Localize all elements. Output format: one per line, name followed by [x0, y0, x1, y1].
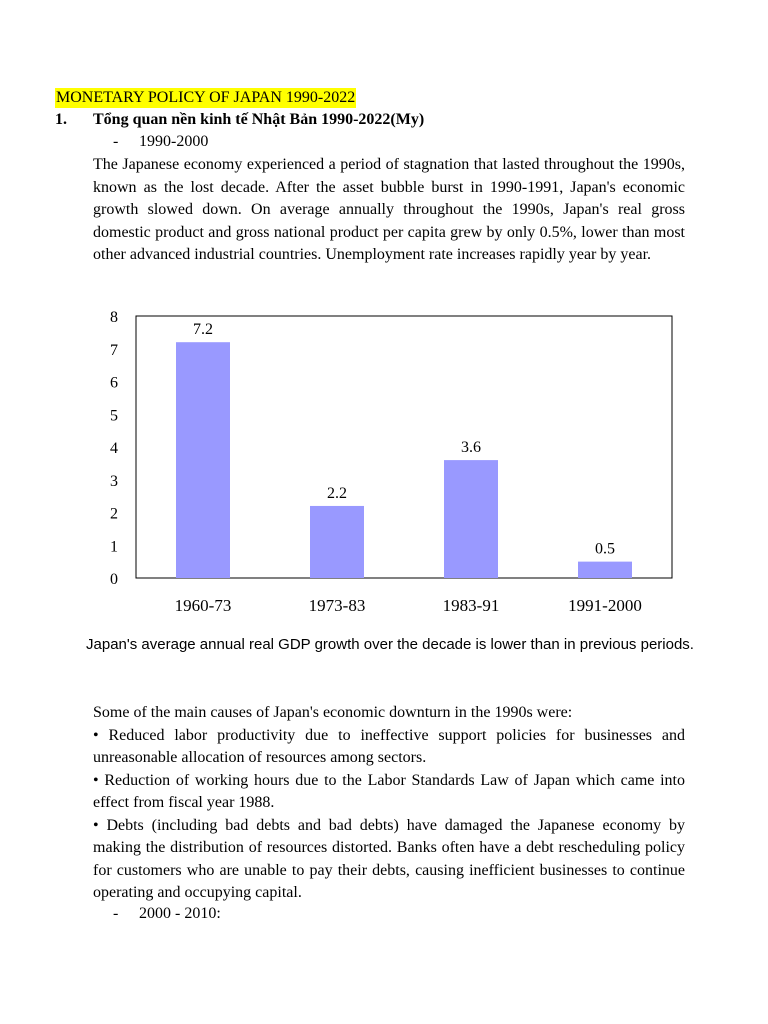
section-heading-text: Tổng quan nền kinh tế Nhật Bản 1990-2022(My) [93, 111, 425, 128]
cause-item: • Reduced labor productivity due to ineffective support policies for businesses and unreasonable allocation of resources among sectors. [93, 726, 685, 766]
data-label: 7.2 [193, 321, 213, 339]
x-tick-label: 1983-91 [442, 596, 500, 615]
y-tick-label: 6 [110, 374, 118, 392]
bar-1973-83 [310, 506, 364, 578]
y-tick-label: 3 [110, 472, 118, 490]
bar-1960-73 [176, 342, 230, 578]
causes-intro: Some of the main causes of Japan's economic downturn in the 1990s were: [93, 704, 573, 721]
x-tick-label: 1973-83 [308, 596, 366, 615]
cause-item: • Debts (including bad debts and bad debts) have damaged the Japanese economy by making the distribution of resources distorted. Banks often have a debt rescheduling policy for customers who are unable to pay their debts, causing inefficient businesses to continue operating and occupying capital. [93, 816, 685, 901]
subsection-label: 2000 - 2010: [139, 905, 221, 922]
document-title: MONETARY POLICY OF JAPAN 1990-2022 [56, 89, 356, 106]
y-tick-label: 5 [110, 407, 118, 425]
data-label: 3.6 [461, 439, 481, 457]
y-tick-label: 0 [110, 571, 118, 588]
x-axis-labels [175, 596, 642, 615]
intro-paragraph: The Japanese economy experienced a period of stagnation that lasted throughout the 1990s, known as the lost decade. After the asset bubble burst in 1990-1991, Japan's economic growth slowed down. On average annually throughout the 1990s, Japan's real gross domestic product and gross national product per capita grew by only 0.5%, lower than most other advanced industrial countries. Unemployment rate increases rapidly year by year. [93, 156, 685, 263]
y-tick-label: 2 [110, 505, 118, 523]
y-tick-label: 4 [110, 440, 118, 457]
x-tick-label: 1960-73 [174, 596, 232, 615]
y-tick-label: 1 [110, 538, 118, 556]
y-tick-label: 7 [110, 341, 118, 359]
subsection-label: 1990-2000 [139, 133, 209, 150]
data-label: 2.2 [327, 484, 347, 502]
chart-caption: Japan's average annual real GDP growth over the decade is lower than in previous periods. [86, 636, 694, 653]
causes-section [93, 702, 685, 905]
y-axis-ticks [110, 309, 118, 588]
subsection-2000-2010 [113, 904, 221, 924]
cause-item: • Reduction of working hours due to the Labor Standards Law of Japan which came into effect from fiscal year 1988. [93, 771, 685, 811]
dash-bullet: - [113, 133, 119, 150]
dash-bullet: - [113, 905, 119, 922]
x-tick-label: 1991-2000 [568, 596, 642, 615]
y-tick-label: 8 [110, 309, 118, 326]
bar-1983-91 [444, 460, 498, 578]
data-label: 0.5 [595, 540, 615, 558]
bar-1991-2000 [578, 562, 632, 578]
section-number: 1. [55, 111, 67, 128]
